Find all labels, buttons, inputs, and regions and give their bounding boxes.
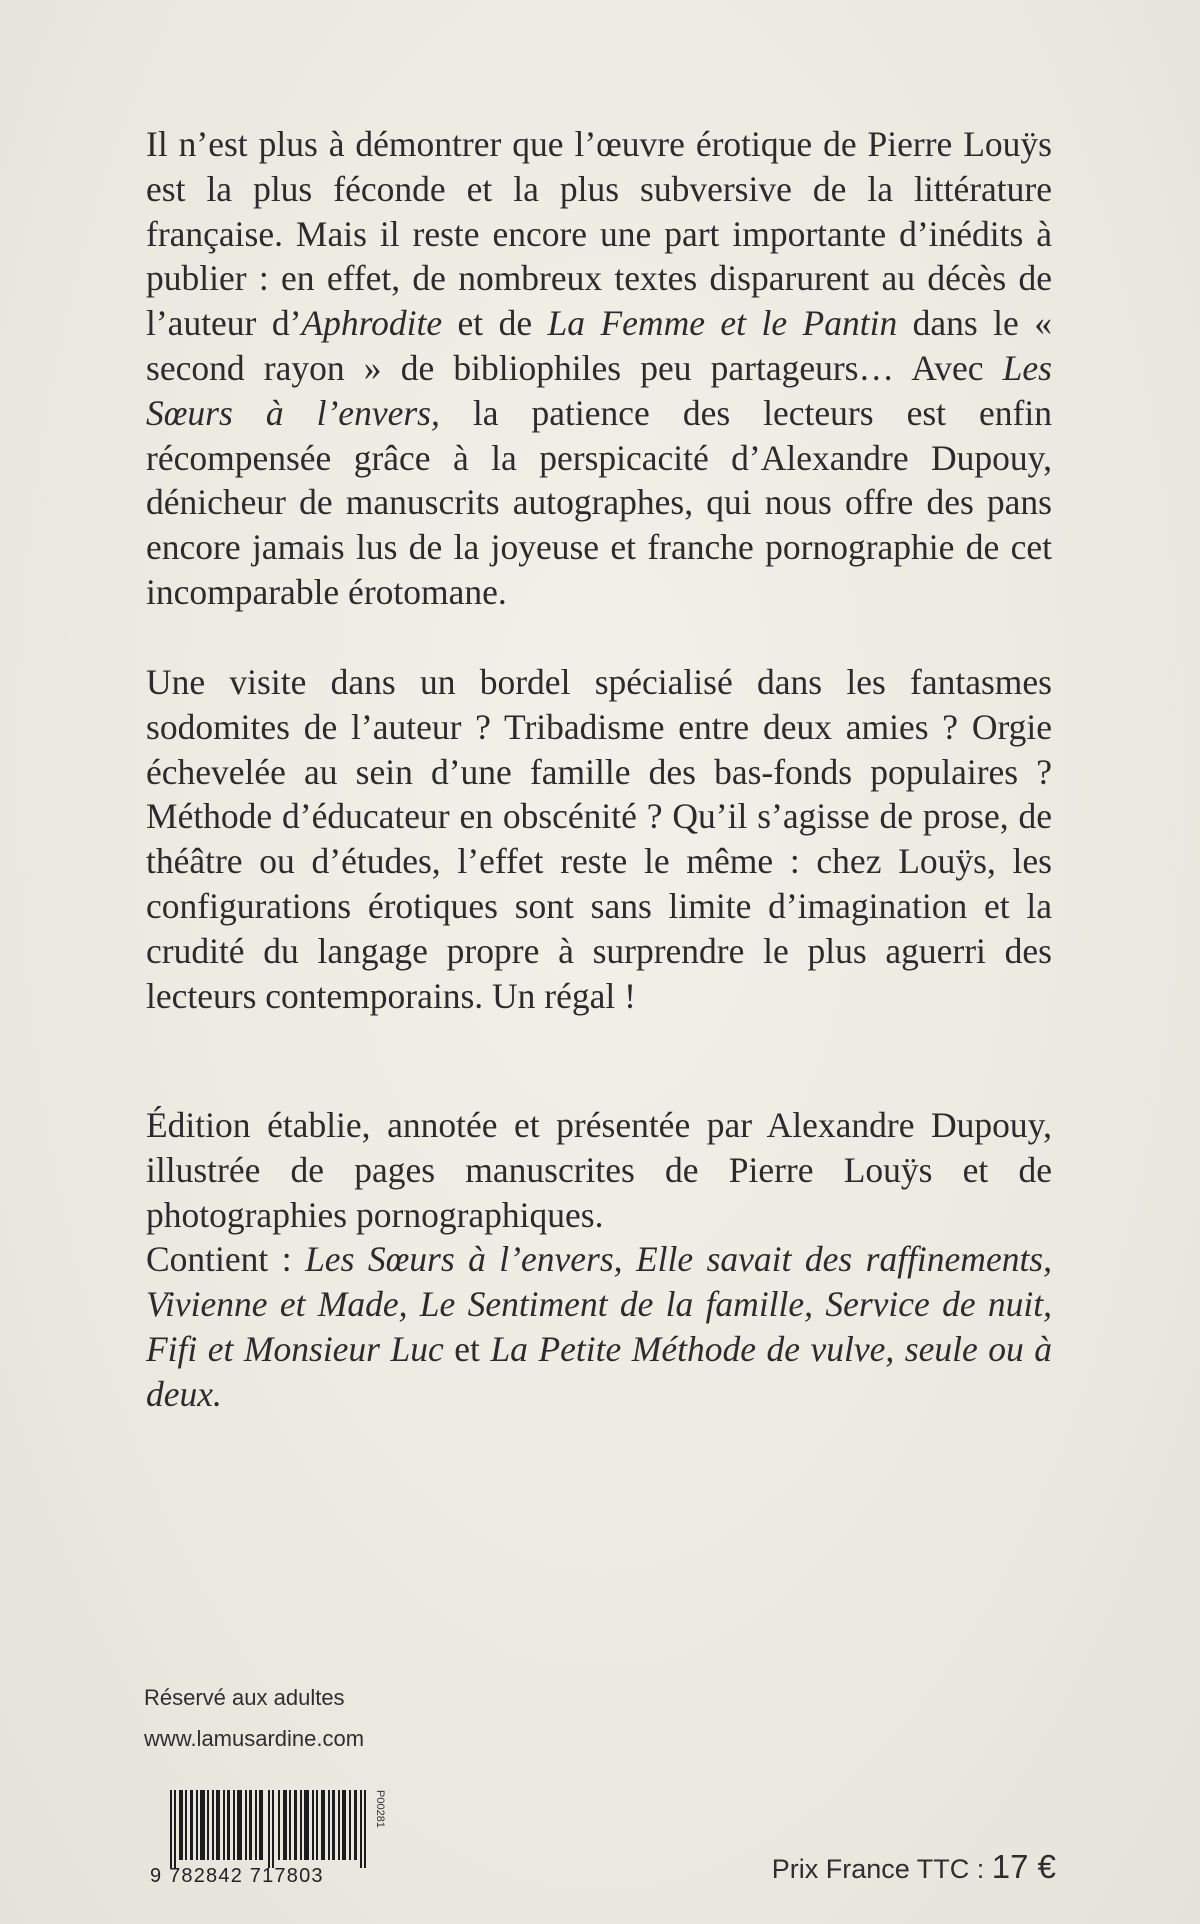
- synopsis-paragraph-1: [146, 122, 1052, 615]
- barcode-bars: [170, 1790, 382, 1868]
- synopsis-text: la patience des lecteurs est enfin récompensée grâce à la perspicacité d’Alexandre Dupouy, dénicheur de manuscrits autographes, qui nous offre des pans encore jamais lus de la joyeuse et franche pornographie de cet incomparable érotomane.: [146, 392, 1052, 612]
- title-aphrodite: Aphrodite: [301, 303, 443, 344]
- contents-and: et: [443, 1328, 491, 1369]
- adults-only-notice: Réservé aux adultes: [144, 1685, 345, 1710]
- title-les-soeurs-a-lenvers: Les Sœurs à l’envers,: [146, 347, 1052, 433]
- contents-label: Contient :: [146, 1239, 306, 1280]
- synopsis-text: dans le « second rayon » de bibliophiles peu partageurs… Avec: [146, 303, 1052, 388]
- edition-line: Édition établie, annotée et présentée par Alexandre Dupouy, illustrée de pages manuscrites de Pierre Louÿs et de photographies pornographiques.: [146, 1105, 1052, 1235]
- edition-notes: [146, 1103, 1052, 1417]
- contents-line: [146, 1237, 1052, 1416]
- price: [772, 1848, 1056, 1886]
- price-amount: 17 €: [991, 1848, 1056, 1885]
- synopsis-text: Il n’est plus à démontrer que l’œuvre érotique de Pierre Louÿs est la plus féconde et la plus subversive de la littérature française. Mais il reste encore une part importante d’inédits à publier : en effet, de nombreux textes disparurent au décès de l’auteur d’: [146, 124, 1052, 344]
- synopsis-text: et de: [442, 303, 548, 344]
- barcode: [150, 1790, 386, 1890]
- price-label: Prix France TTC :: [771, 1854, 992, 1884]
- publisher-website: www.lamusardine.com: [144, 1726, 365, 1751]
- barcode-digits: 9 782842 717803: [150, 1865, 324, 1887]
- title-la-femme-et-le-pantin: La Femme et le Pantin: [547, 303, 898, 344]
- barcode-code: P00281: [374, 1790, 386, 1828]
- synopsis-paragraph-2: [146, 660, 1052, 1018]
- contents-titles: Les Sœurs à l’envers, Elle savait des raffinements, Vivienne et Made, Le Sentiment de la famille, Service de nuit, Fifi et Monsieur Luc: [146, 1239, 1052, 1369]
- contents-last-title: La Petite Méthode de vulve, seule ou à deux.: [146, 1328, 1052, 1414]
- synopsis-text: Une visite dans un bordel spécialisé dans les fantasmes sodomites de l’auteur ? Tribadisme entre deux amies ? Orgie échevelée au sein d’une famille des bas-fonds populaires ? Méthode d’éducateur en obscénité ? Qu’il s’agisse de prose, de théâtre ou d’études, l’effet reste le même : chez Louÿs, les configurations érotiques sont sans limite d’imagination et la crudité du langage propre à surprendre le plus aguerri des lecteurs contemporains. Un régal !: [146, 662, 1052, 1016]
